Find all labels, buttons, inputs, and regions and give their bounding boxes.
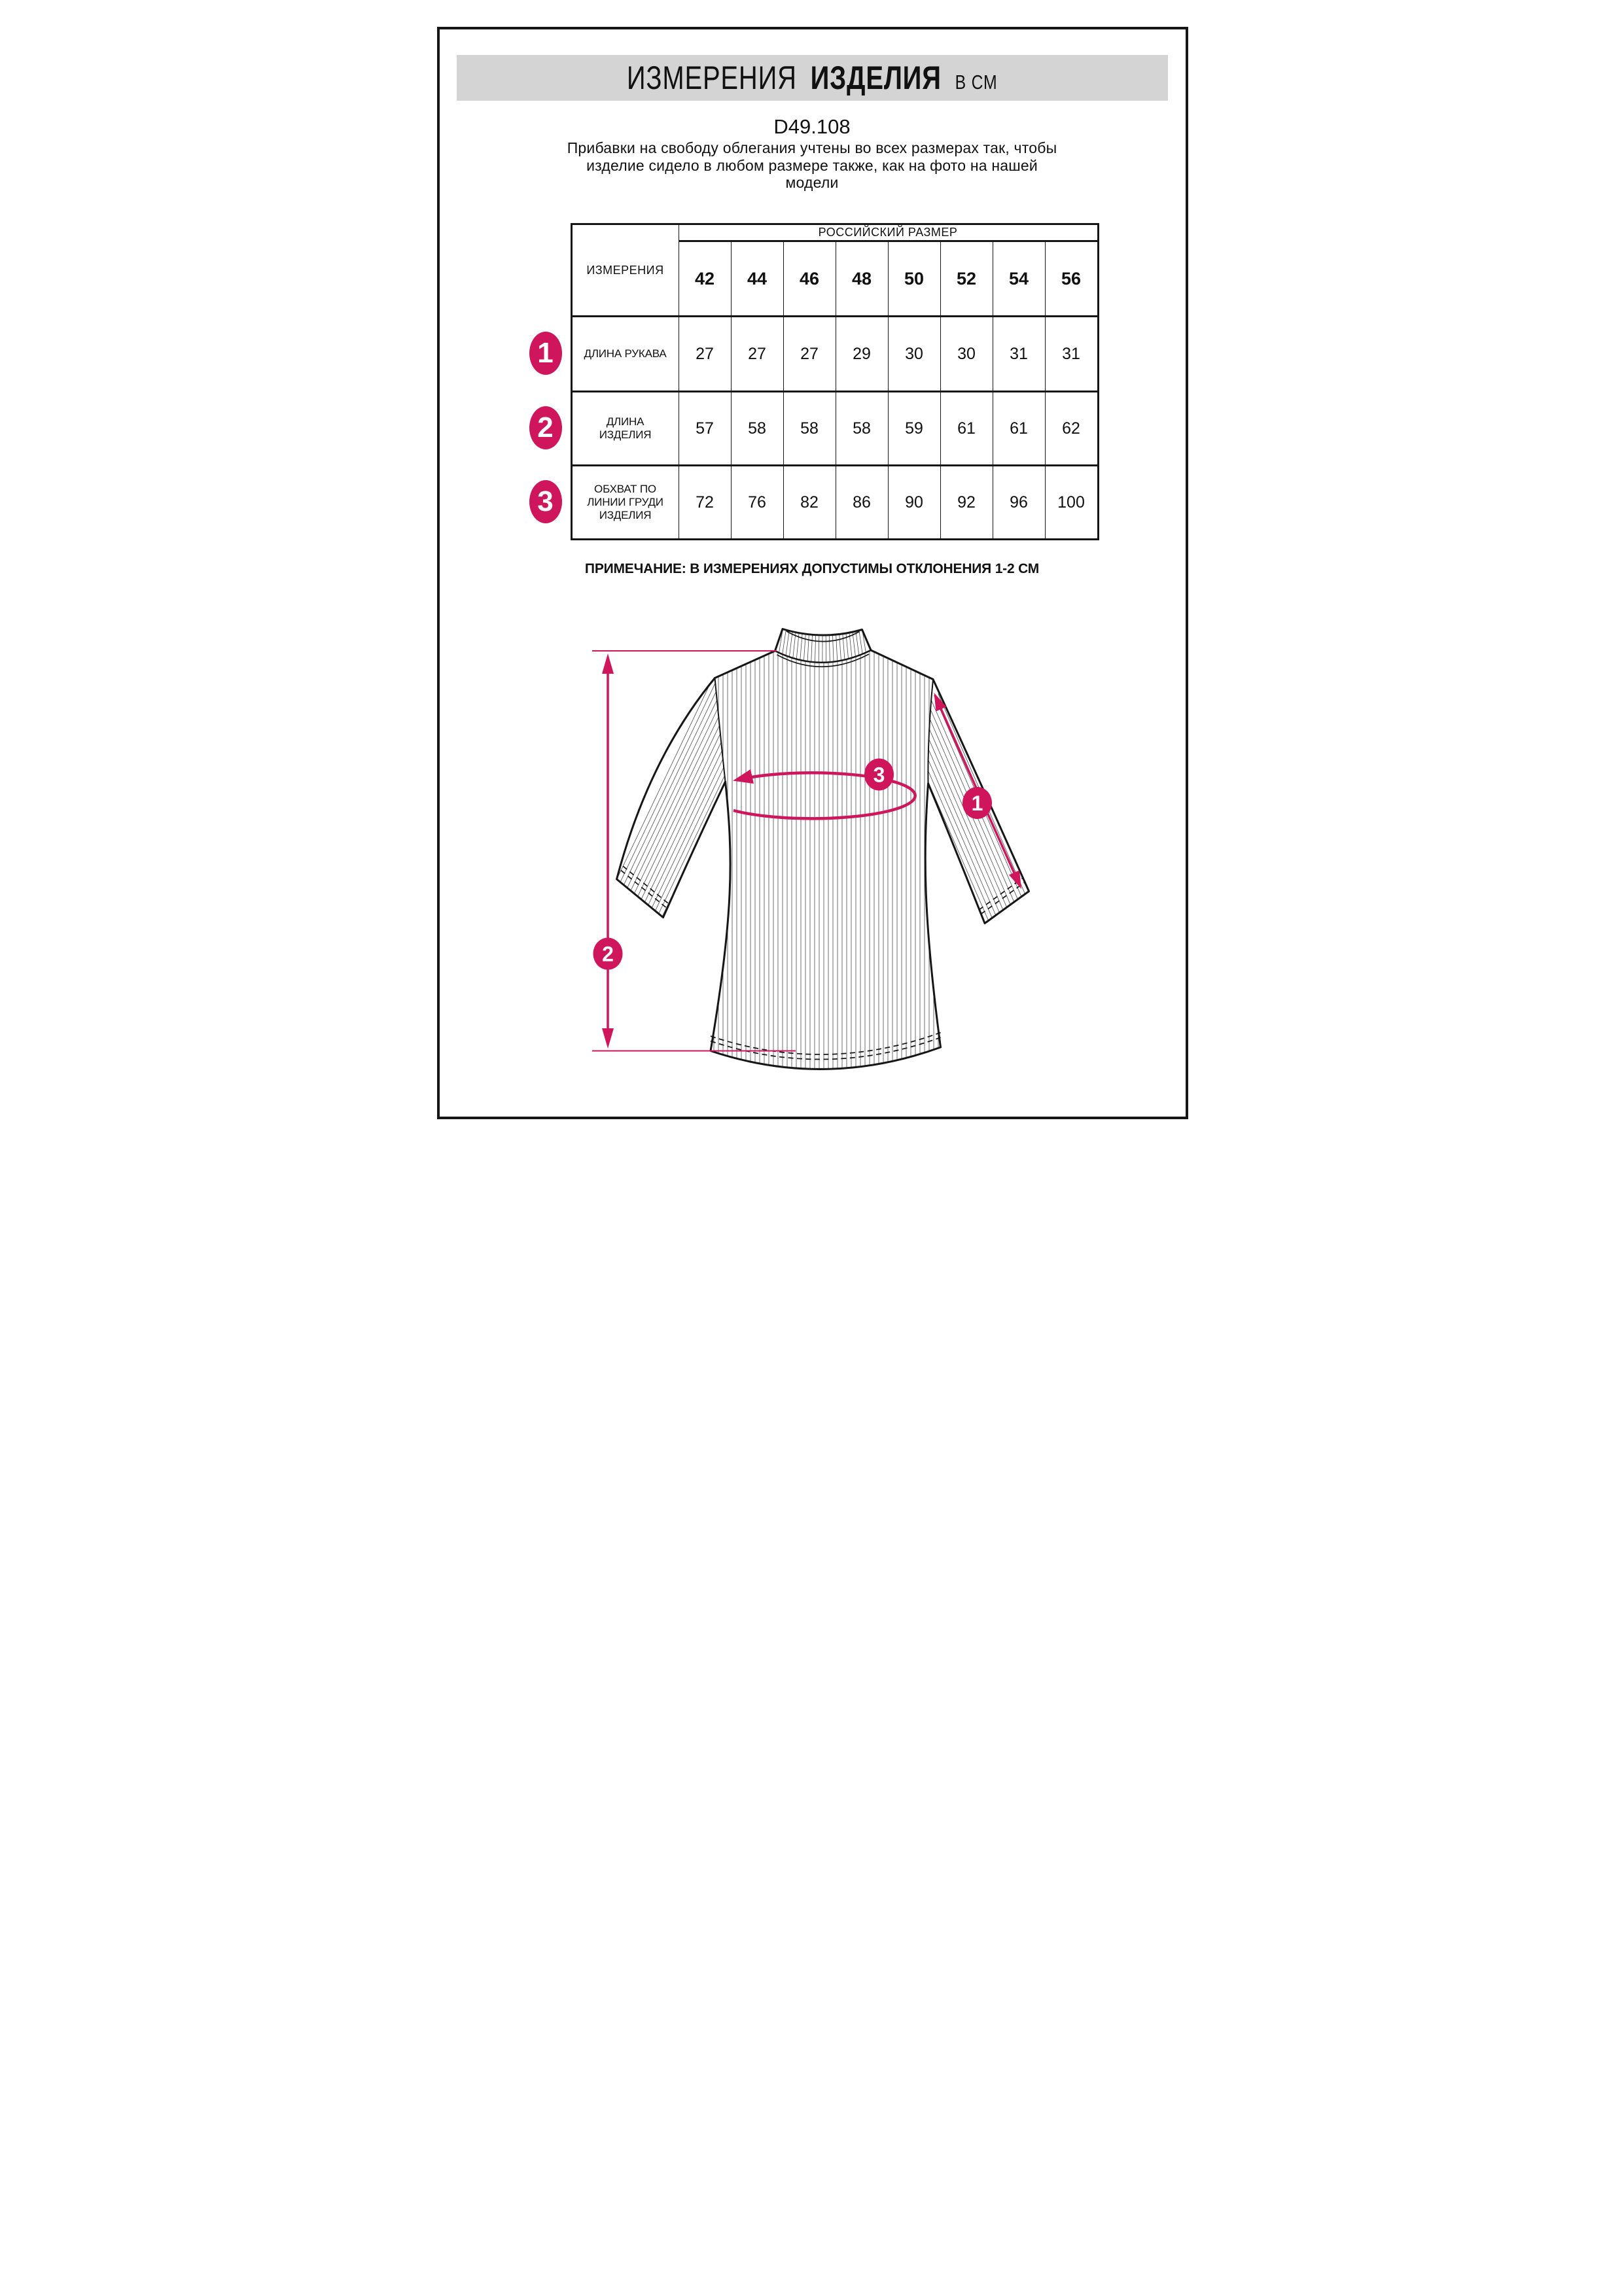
table-row-sleeve-length xyxy=(571,317,1098,392)
diagram-badge-3 xyxy=(864,759,894,791)
svg-text:3: 3 xyxy=(873,763,885,787)
length-arrowhead-down xyxy=(602,1028,614,1049)
fit-description-line: изделие сидело в любом размере также, как на фото на нашей xyxy=(586,156,1038,174)
row-label: ДЛИНА ИЗДЕЛИЯ xyxy=(571,392,679,466)
value-cell: 72 xyxy=(679,466,731,540)
size-header-cell: 52 xyxy=(940,241,993,317)
banner-title-regular: ИЗМЕРЕНИЯ xyxy=(626,60,797,96)
row-label: ОБХВАТ ПО ЛИНИИ ГРУДИ ИЗДЕЛИЯ xyxy=(571,466,679,540)
tolerance-note: ПРИМЕЧАНИЕ: В ИЗМЕРЕНИЯХ ДОПУСТИМЫ ОТКЛОНЕНИЯ 1-2 СМ xyxy=(584,561,1040,576)
measure-badge-2: 2 xyxy=(529,406,562,449)
svg-text:2: 2 xyxy=(601,942,614,966)
title-banner xyxy=(457,55,1168,101)
value-cell: 96 xyxy=(993,466,1045,540)
diagram-badge-1 xyxy=(962,787,992,819)
fit-description-line: модели xyxy=(785,174,839,191)
size-header-cell: 56 xyxy=(1045,241,1098,317)
table-row-product-length xyxy=(571,392,1098,466)
value-cell: 58 xyxy=(731,392,783,466)
value-cell: 27 xyxy=(783,317,836,392)
value-cell: 58 xyxy=(783,392,836,466)
value-cell: 57 xyxy=(679,392,731,466)
value-cell: 61 xyxy=(993,392,1045,466)
length-arrowhead-up xyxy=(602,653,614,674)
value-cell: 27 xyxy=(731,317,783,392)
value-cell: 59 xyxy=(888,392,940,466)
table-row-size-group xyxy=(571,224,1098,241)
rib-line xyxy=(917,703,1017,931)
banner-unit-label: В СМ xyxy=(955,71,998,94)
measure-badge-1: 1 xyxy=(529,332,562,375)
fit-description-line: Прибавки на свободу облегания учтены во всех размерах так, чтобы xyxy=(567,139,1057,156)
value-cell: 86 xyxy=(836,466,888,540)
value-cell: 30 xyxy=(888,317,940,392)
value-cell: 31 xyxy=(1045,317,1098,392)
garment-diagram xyxy=(583,625,1048,1083)
value-cell: 58 xyxy=(836,392,888,466)
measure-header-cell: ИЗМЕРЕНИЯ xyxy=(571,224,679,317)
size-header-cell: 46 xyxy=(783,241,836,317)
value-cell: 31 xyxy=(993,317,1045,392)
value-cell: 82 xyxy=(783,466,836,540)
value-cell: 100 xyxy=(1045,466,1098,540)
value-cell: 27 xyxy=(679,317,731,392)
size-table xyxy=(571,223,1099,540)
size-group-header-cell: РОССИЙСКИЙ РАЗМЕР xyxy=(679,224,1098,241)
measure-badge-3: 3 xyxy=(529,480,562,523)
value-cell: 30 xyxy=(940,317,993,392)
fit-description xyxy=(406,139,1218,192)
value-cell: 29 xyxy=(836,317,888,392)
size-header-cell: 50 xyxy=(888,241,940,317)
product-code: D49.108 xyxy=(773,115,851,138)
size-header-cell: 48 xyxy=(836,241,888,317)
diagram-badge-2 xyxy=(593,938,622,970)
size-header-cell: 44 xyxy=(731,241,783,317)
size-header-cell: 54 xyxy=(993,241,1045,317)
table-row-chest-girth xyxy=(571,466,1098,540)
svg-text:1: 1 xyxy=(971,791,983,815)
value-cell: 92 xyxy=(940,466,993,540)
value-cell: 62 xyxy=(1045,392,1098,466)
value-cell: 90 xyxy=(888,466,940,540)
value-cell: 61 xyxy=(940,392,993,466)
value-cell: 76 xyxy=(731,466,783,540)
title-banner-text xyxy=(627,59,998,97)
row-label: ДЛИНА РУКАВА xyxy=(571,317,679,392)
size-header-cell: 42 xyxy=(679,241,731,317)
measurement-sheet-page xyxy=(406,0,1218,1148)
banner-title-bold: ИЗДЕЛИЯ xyxy=(810,60,942,96)
